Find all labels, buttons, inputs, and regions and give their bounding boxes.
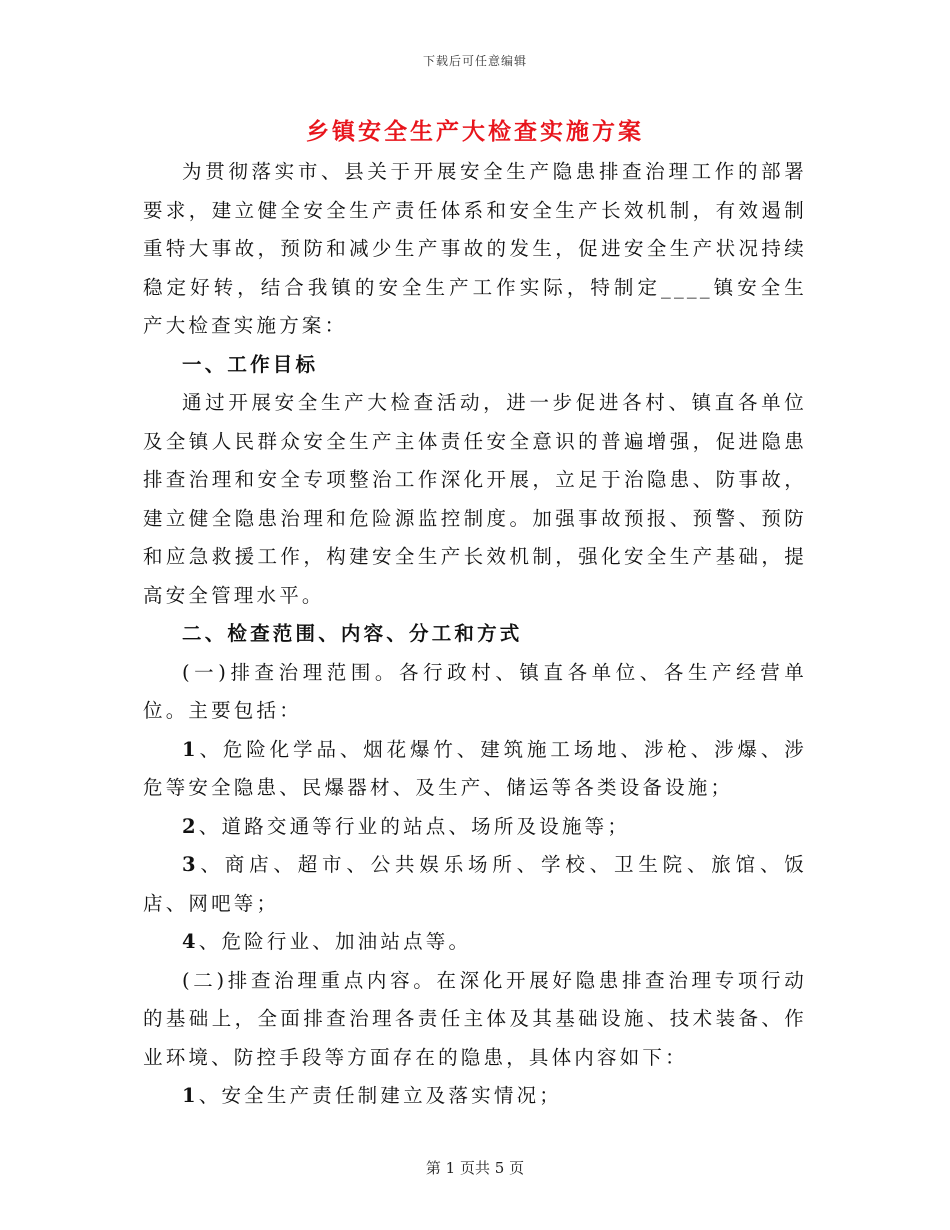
scope-list-item: [143, 923, 807, 962]
list-item-text: 、危险化学品、烟花爆竹、建筑施工场地、涉枪、涉爆、涉危等安全隐患、民爆器材、及生产、储运等各类设备设施；: [143, 737, 807, 799]
key-content-paragraph: (二)排查治理重点内容。在深化开展好隐患排查治理专项行动的基础上，全面排查治理各责任主体及其基础设施、技术装备、作业环境、防控手段等方面存在的隐患，具体内容如下：: [143, 968, 807, 1069]
intro-paragraph: 为贯彻落实市、县关于开展安全生产隐患排查治理工作的部署要求，建立健全安全生产责任体系和安全生产长效机制，有效遏制重特大事故，预防和减少生产事故的发生，促进安全生产状况持续稳定好转，结合我镇的安全生产工作实际，特制定____镇安全生产大检查实施方案：: [143, 160, 807, 337]
page-number-footer: 第 1 页共 5 页: [425, 1159, 525, 1177]
header-note: 下载后可任意编辑: [422, 54, 527, 68]
scope-list-item: [143, 846, 807, 923]
list-item-text: 、商店、超市、公共娱乐场所、学校、卫生院、旅馆、饭店、网吧等；: [143, 853, 807, 915]
list-item-text: 、危险行业、加油站点等。: [198, 930, 472, 953]
content-list-item: [143, 1077, 807, 1116]
list-item-number: 2: [182, 814, 199, 838]
list-item-number: 1: [182, 1084, 199, 1107]
list-item-text: 、安全生产责任制建立及落实情况；: [198, 1084, 562, 1107]
list-item-number: 4: [182, 930, 199, 953]
list-item-number: 1: [182, 737, 199, 761]
scope-list-item: [143, 731, 807, 808]
document-title: 乡镇安全生产大检查实施方案: [306, 118, 644, 145]
section-heading-work-goals: 一、工作目标: [182, 352, 319, 376]
scope-list-item: [143, 808, 807, 847]
section-heading-inspection-scope: 二、检查范围、内容、分工和方式: [182, 622, 523, 645]
list-item-number: 3: [182, 853, 199, 876]
document-body: [143, 153, 807, 1116]
work-goals-paragraph: 通过开展安全生产大检查活动，进一步促进各村、镇直各单位及全镇人民群众安全生产主体责任安全意识的普遍增强，促进隐患排查治理和安全专项整治工作深化开展，立足于治隐患、防事故，建立健全隐患治理和危险源监控制度。加强事故预报、预警、预防和应急救援工作，构建安全生产长效机制，强化安全生产基础，提高安全管理水平。: [143, 391, 807, 607]
list-item-text: 、道路交通等行业的站点、场所及设施等；: [198, 814, 631, 838]
scope-paragraph: (一)排查治理范围。各行政村、镇直各单位、各生产经营单位。主要包括：: [143, 660, 807, 722]
